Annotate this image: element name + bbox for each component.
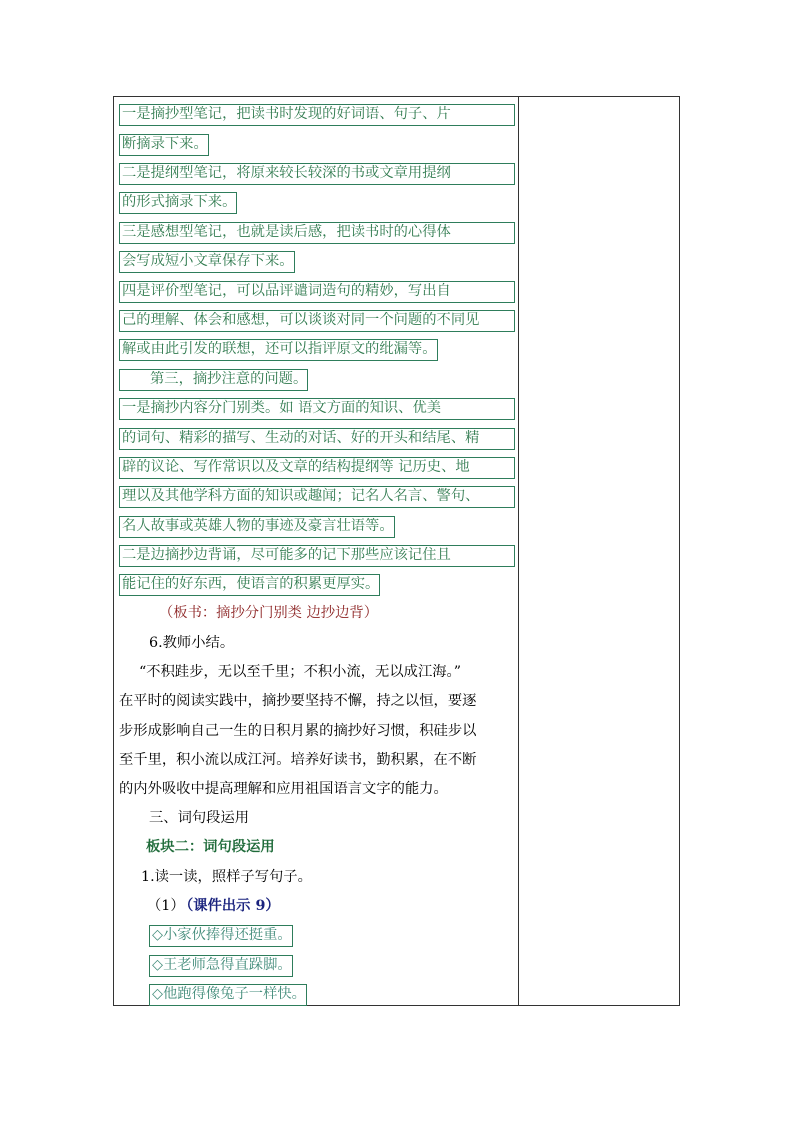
module-heading: 板块二：词句段运用: [146, 839, 275, 855]
courseware-note: （课件出示 9）: [179, 898, 280, 914]
example-sentence: ◇他跑得像兔子一样快。: [149, 984, 307, 1006]
exercise-number: （1）: [147, 898, 185, 914]
body-text: 步形成影响自己一生的日积月累的摘抄好习惯，积硅步以: [119, 723, 477, 739]
note-line: 的词句、精彩的描写、生动的对话、好的开头和结尾、精: [119, 428, 515, 450]
example-sentence: ◇王老师急得直跺脚。: [149, 955, 293, 977]
note-line: 辟的议论、写作常识以及文章的结构提纲等 记历史、地: [119, 457, 515, 479]
body-text: 在平时的阅读实践中，摘抄要坚持不懈，持之以恒，要逐: [119, 693, 477, 709]
teacher-summary-heading: 6.教师小结。: [149, 635, 235, 651]
section-heading: 三、词句段运用: [149, 810, 250, 826]
body-text: “不积跬步，无以至千里；不积小流，无以成江海。”: [139, 664, 461, 680]
body-text: 的内外吸收中提高理解和应用祖国语言文字的能力。: [119, 781, 448, 797]
note-line: 一是摘抄内容分门别类。如 语文方面的知识、优美: [119, 398, 515, 420]
blackboard-note: （板书：摘抄分门别类 边抄边背）: [159, 605, 378, 621]
note-line: 二是边摘抄边背诵，尽可能多的记下那些应该记住且: [119, 545, 515, 567]
note-line: 名人故事或英雄人物的事迹及豪言壮语等。: [119, 516, 395, 538]
table-column-divider: [518, 96, 519, 1006]
note-line: 会写成短小文章保存下来。: [119, 251, 295, 273]
note-line: 二是提纲型笔记，将原来较长较深的书或文章用提纲: [119, 163, 515, 185]
note-line: 断摘录下来。: [119, 134, 209, 156]
note-line: 四是评价型笔记，可以品评谴词造句的精妙，写出自: [119, 281, 515, 303]
note-line: 能记住的好东西，使语言的积累更厚实。: [119, 574, 380, 596]
note-line: 三是感想型笔记，也就是读后感，把读书时的心得体: [119, 222, 515, 244]
note-line: 理以及其他学科方面的知识或趣闻；记名人名言、警句、: [119, 486, 515, 508]
note-line: 己的理解、体会和感想，可以谈谈对同一个问题的不同见: [119, 310, 515, 332]
note-line: 一是摘抄型笔记，把读书时发现的好词语、句子、片: [119, 104, 515, 126]
note-line: 的形式摘录下来。: [119, 192, 237, 214]
note-line: 解或由此引发的联想，还可以指评原文的纰漏等。: [119, 339, 438, 361]
exercise-instruction: 1.读一读，照样子写句子。: [141, 869, 312, 885]
section-heading: 第三，摘抄注意的问题。: [119, 369, 308, 391]
example-sentence: ◇小家伙捧得还挺重。: [149, 925, 293, 947]
body-text: 至千里，积小流以成江河。培养好读书，勤积累，在不断: [119, 752, 477, 768]
